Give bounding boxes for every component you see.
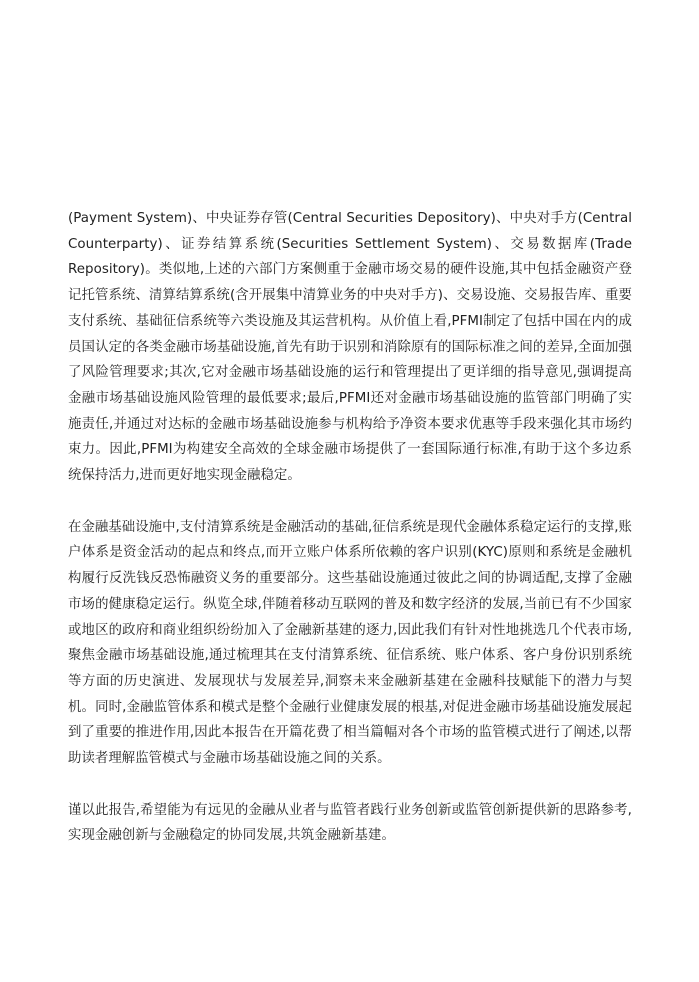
paragraph-infrastructure-overview: 在金融基础设施中,支付清算系统是金融活动的基础,征信系统是现代金融体系稳定运行的支撑,账户体系是资金活动的起点和终点,而开立账户体系所依赖的客户识别(KYC)原则和系统是金融机构履行反洗钱反恐怖融资义务的重要部分。这些基础设施通过彼此之间的协调适配,支撑了金融市场的健康稳定运行。纵览全球,伴随着移动互联网的普及和数字经济的发展,当前已有不少国家或地区的政府和商业组织纷纷加入了金融新基建的逐力,因此我们有针对性地挑选几个代表市场,聚焦金融市场基础设施,通过梳理其在支付清算系统、征信系统、账户体系、客户身份识别系统等方面的历史演进、发展现状与发展差异,洞察未来金融新基建在金融科技赋能下的潜力与契机。同时,金融监管体系和模式是整个金融行业健康发展的根基,对促进金融市场基础设施发展起到了重要的推进作用,因此本报告在开篇花费了相当篇幅对各个市场的监管模式进行了阐述,以帮助读者理解监管模式与金融市场基础设施之间的关系。: [68, 519, 632, 767]
paragraph-pfmi-context: (Payment System)、中央证券存管(Central Securities Depository)、中央对手方(Central Counterparty)、证券结算系统(Securities Settlement System)、交易数据库(Trade Repository)。类似地,上述的六部门方案侧重于金融市场交易的硬件设施,其中包括金融资产登记托管系统、清算结算系统(含开展集中清算业务的中央对手方)、交易设施、交易报告库、重要支付系统、基础征信系统等六类设施及其运营机构。从价值上看,PFMI制定了包括中国在内的成员国认定的各类金融市场基础设施,首先有助于识别和消除原有的国际标准之间的差异,全面加强了风险管理要求;其次,它对金融市场基础设施的运行和管理提出了更详细的指导意见,强调提高金融市场基础设施风险管理的最低要求;最后,PFMI还对金融市场基础设施的监管部门明确了实施责任,并通过对达标的金融市场基础设施参与机构给予净资本要求优惠等手段来强化其市场约束力。因此,PFMI为构建安全高效的全球金融市场提供了一套国际通行标准,有助于这个多边系统保持活力,进而更好地实现金融稳定。: [68, 211, 632, 484]
document-body: [68, 206, 632, 849]
paragraph-closing-remarks: 谨以此报告,希望能为有远见的金融从业者与监管者践行业务创新或监管创新提供新的思路参考,实现金融创新与金融稳定的协同发展,共筑金融新基建。: [68, 802, 632, 844]
